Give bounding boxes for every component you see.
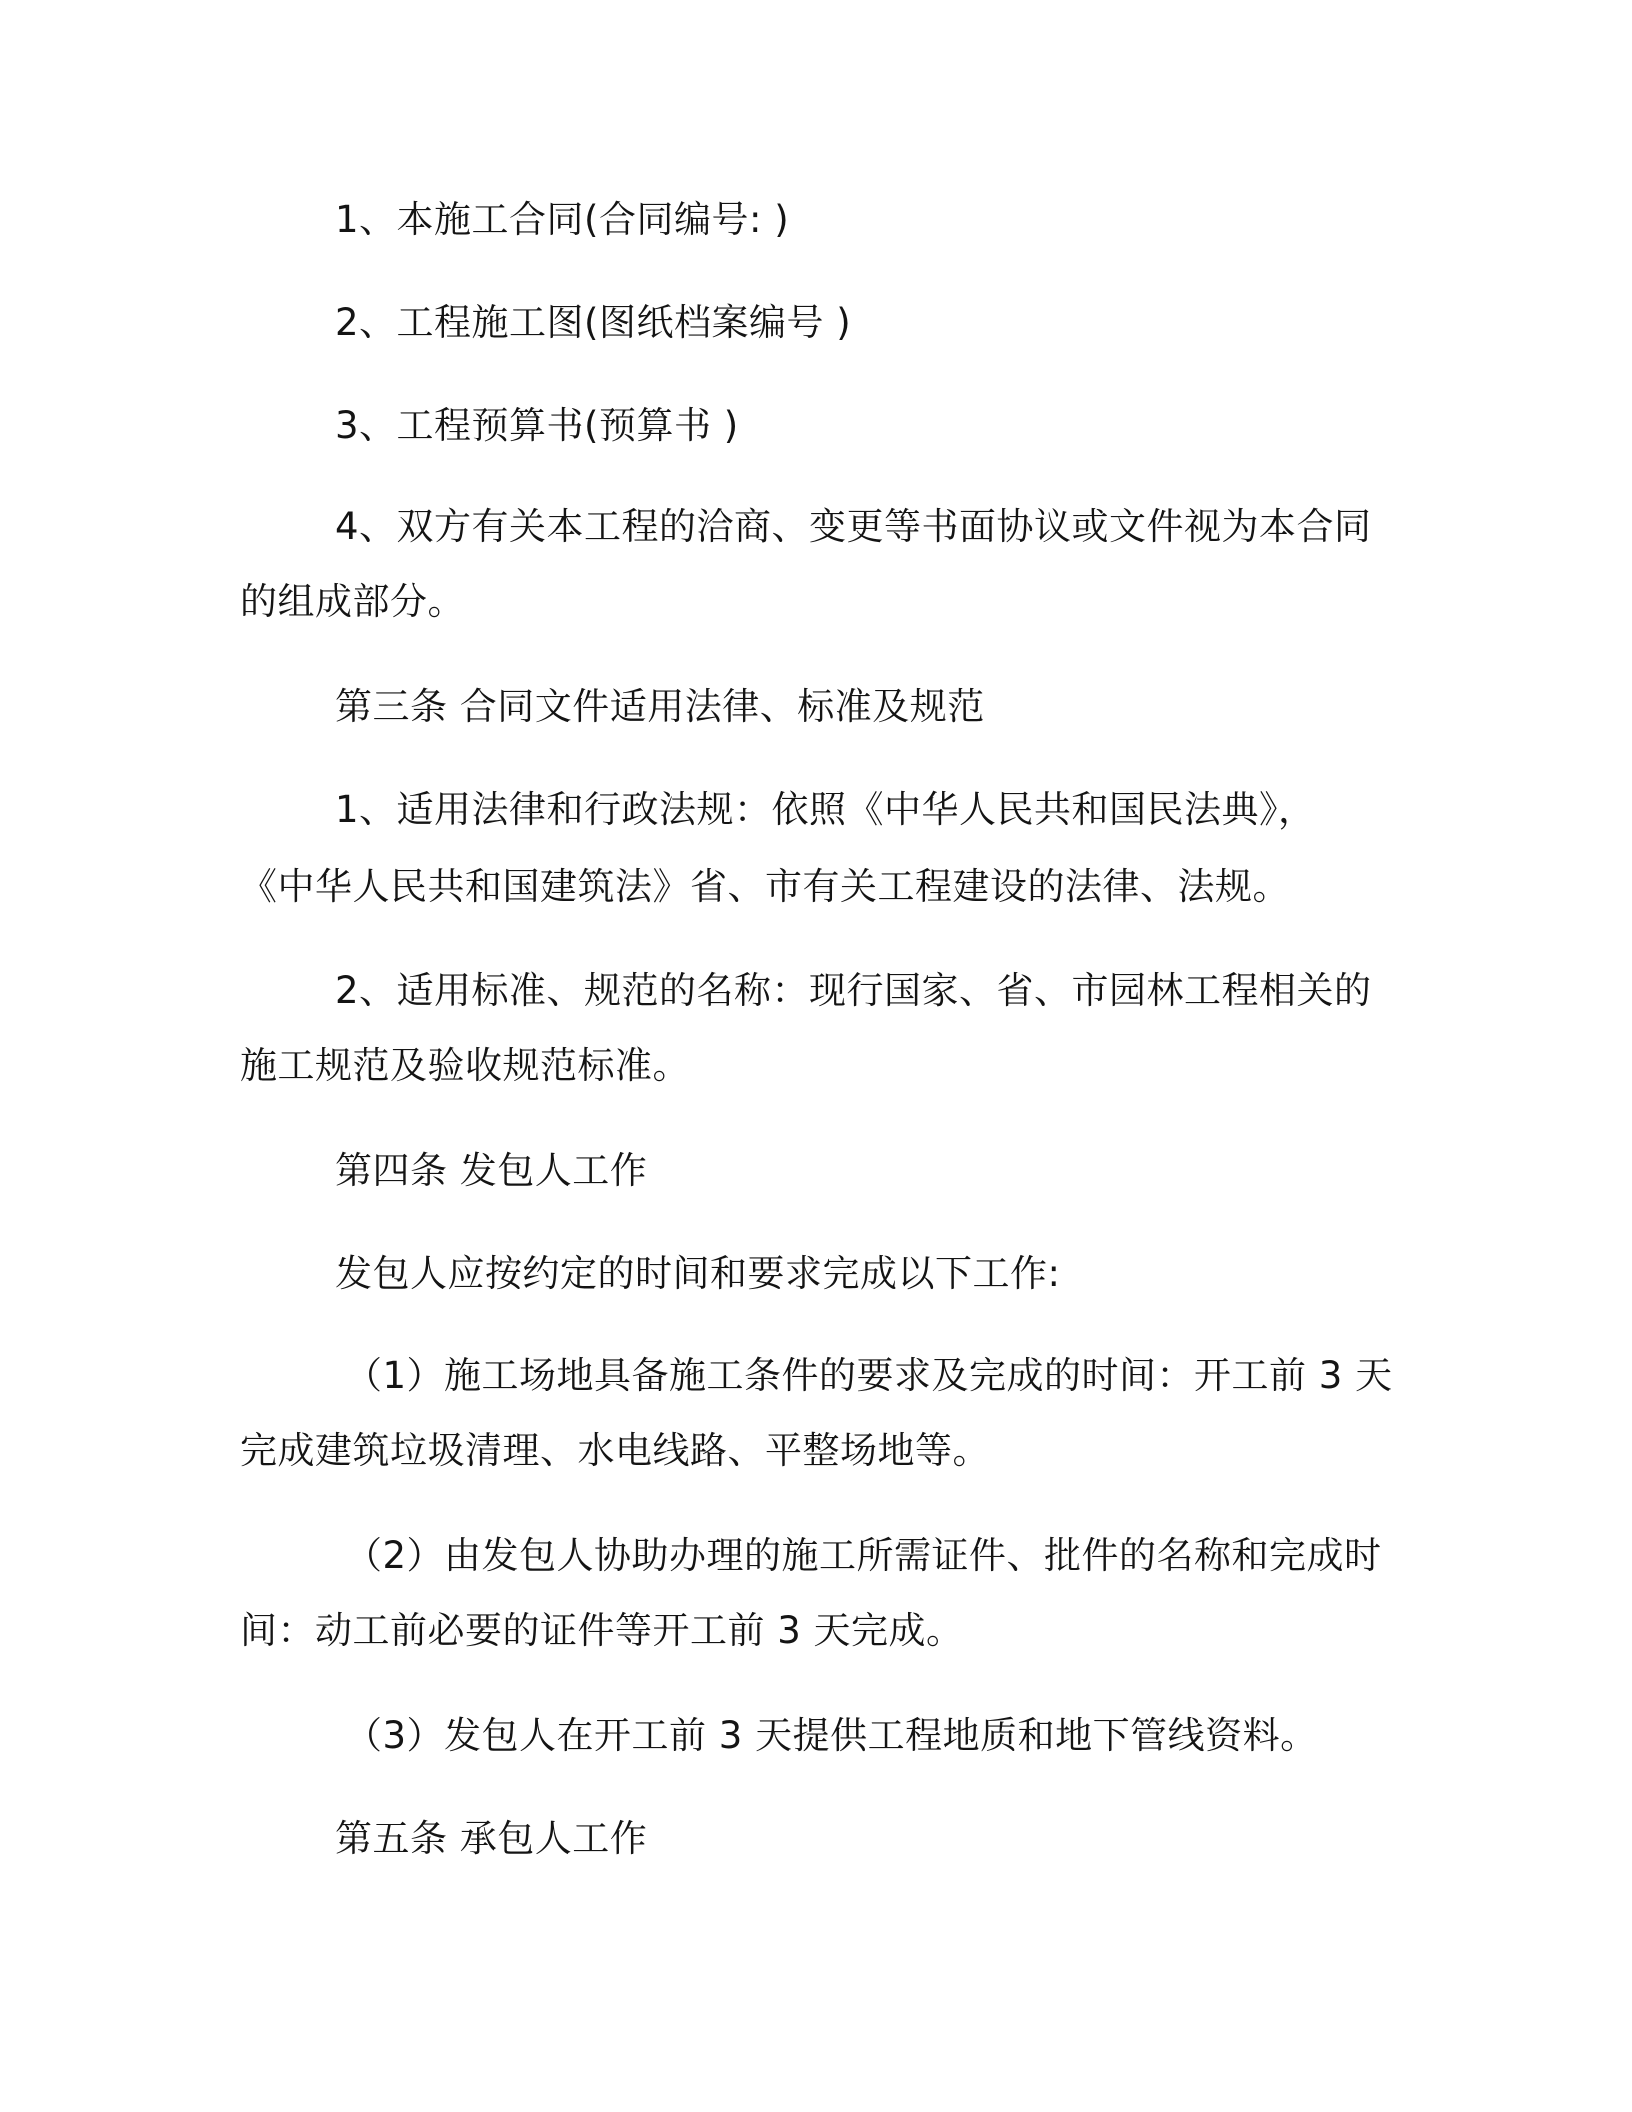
employer-duty-intro: 发包人应按约定的时间和要求完成以下工作: [335,1252,1061,1295]
law-item-1: 1、适用法律和行政法规：依照《中华人民共和国民法典》， [335,788,1316,831]
list-item-agreements-continued: 的组成部分。 [240,580,465,623]
law-item-1-continued: 《中华人民共和国建筑法》省、市有关工程建设的法律、法规。 [240,865,1290,908]
list-item-construction-drawings: 2、工程施工图(图纸档案编号 ) [335,301,852,344]
employer-duty-3: （3）发包人在开工前 3 天提供工程地质和地下管线资料。 [345,1714,1318,1757]
employer-duty-1-continued: 完成建筑垃圾清理、水电线路、平整场地等。 [240,1429,990,1472]
list-item-contract-number: 1、本施工合同(合同编号: ) [335,198,790,241]
article-5-heading: 第五条 承包人工作 [335,1817,648,1860]
article-4-heading: 第四条 发包人工作 [335,1149,648,1192]
standards-item-2: 2、适用标准、规范的名称：现行国家、省、市园林工程相关的 [335,969,1372,1012]
article-3-heading: 第三条 合同文件适用法律、标准及规范 [335,685,985,728]
employer-duty-1: （1）施工场地具备施工条件的要求及完成的时间：开工前 3 天 [345,1354,1393,1397]
list-item-agreements: 4、双方有关本工程的洽商、变更等书面协议或文件视为本合同 [335,505,1372,548]
standards-item-2-continued: 施工规范及验收规范标准。 [240,1044,690,1087]
employer-duty-2: （2）由发包人协助办理的施工所需证件、批件的名称和完成时 [345,1534,1382,1577]
list-item-budget-book: 3、工程预算书(预算书 ) [335,404,739,447]
employer-duty-2-continued: 间：动工前必要的证件等开工前 3 天完成。 [240,1609,964,1652]
